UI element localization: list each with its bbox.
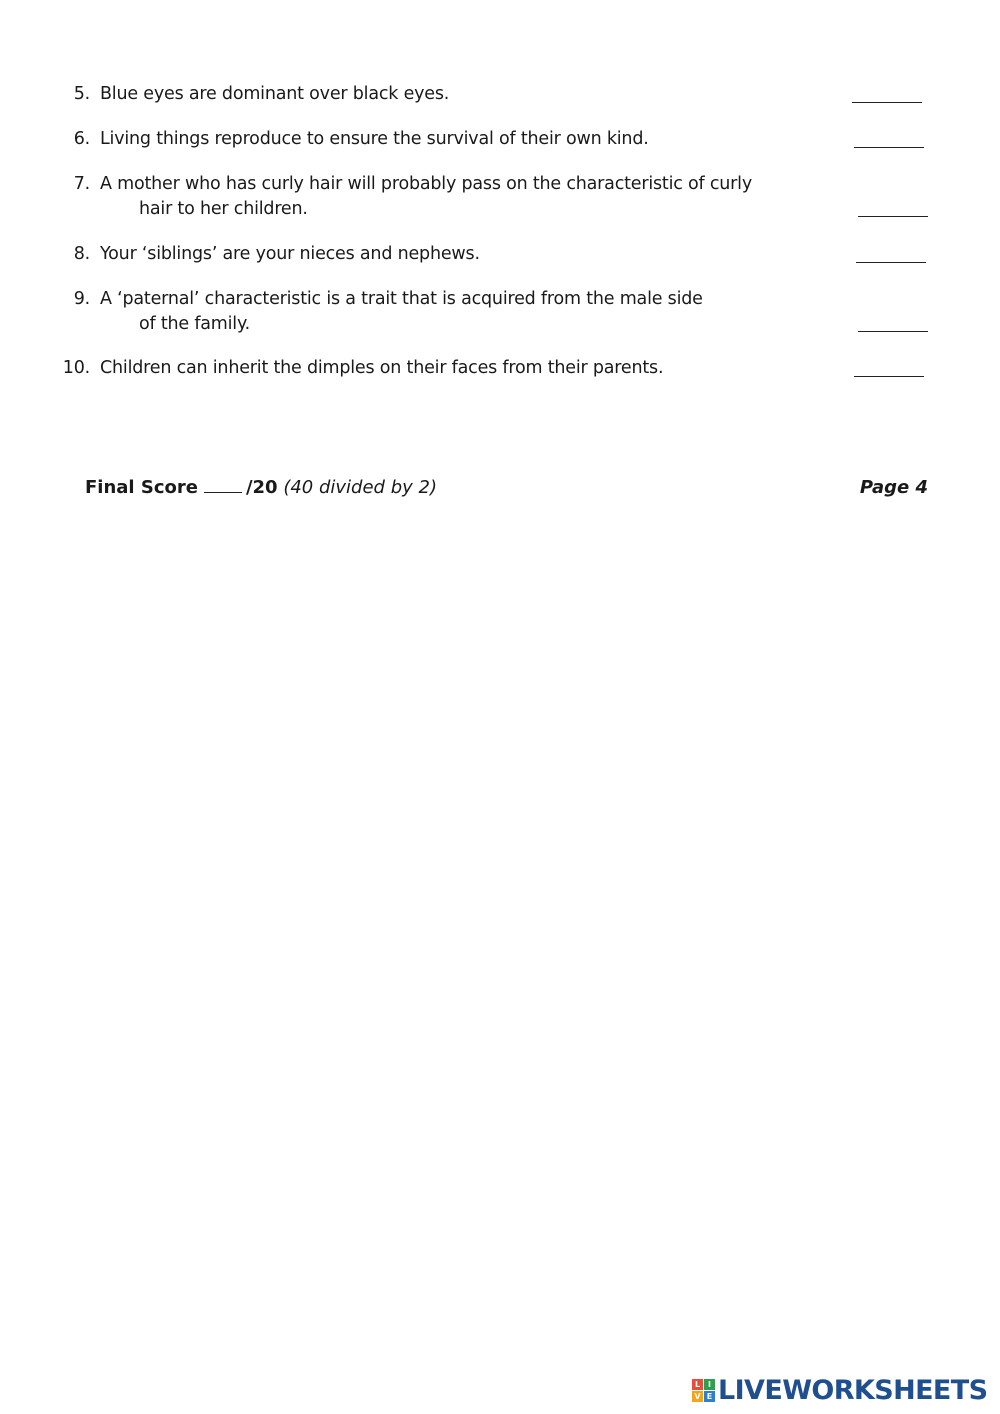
final-score-note: (40 divided by 2): [283, 477, 437, 498]
question-text-line2: of the family.: [139, 314, 250, 334]
question-number: 5.: [73, 84, 90, 104]
logo-icon-cell: I: [704, 1379, 715, 1390]
question-text-line1: Your ‘siblings’ are your nieces and nephews.: [100, 244, 480, 264]
answer-blank-9[interactable]: [858, 330, 928, 332]
question-number: 9.: [73, 289, 90, 309]
answer-blank-6[interactable]: [854, 146, 924, 148]
question-text-line1: A mother who has curly hair will probably pass on the characteristic of curly: [100, 174, 752, 194]
question-number: 10.: [62, 358, 90, 378]
logo-icon-cell: E: [704, 1391, 715, 1402]
question-text: [100, 82, 860, 107]
question-text: [100, 127, 860, 152]
final-score: [85, 476, 437, 500]
final-score-total: /20: [245, 477, 278, 498]
question-text-line1: Children can inherit the dimples on their faces from their parents.: [100, 358, 664, 378]
question-text-line1: A ‘paternal’ characteristic is a trait that is acquired from the male side: [100, 289, 703, 309]
question-text-line1: Blue eyes are dominant over black eyes.: [100, 84, 450, 104]
answer-blank-10[interactable]: [854, 375, 924, 377]
question-number: 8.: [73, 244, 90, 264]
answer-blank-8[interactable]: [856, 261, 926, 263]
answer-blank-5[interactable]: [852, 101, 922, 103]
logo-icon-cell: L: [692, 1379, 703, 1390]
question-text-line1: Living things reproduce to ensure the survival of their own kind.: [100, 129, 649, 149]
logo-text: LIVEWORKSHEETS: [718, 1374, 988, 1406]
answer-blank-7[interactable]: [858, 215, 928, 217]
final-score-blank[interactable]: [204, 476, 242, 493]
question-text: [100, 356, 860, 381]
liveworksheets-logo: [692, 1374, 987, 1406]
final-score-label: Final Score: [85, 477, 198, 498]
question-text: [100, 242, 860, 267]
live-grid-icon: [692, 1379, 715, 1402]
page-number: Page 4: [859, 477, 928, 498]
question-text: [100, 172, 860, 222]
question-number: 6.: [73, 129, 90, 149]
question-text-line2: hair to her children.: [139, 199, 308, 219]
logo-icon-cell: V: [692, 1391, 703, 1402]
question-text: [100, 287, 860, 337]
question-number: 7.: [73, 174, 90, 194]
